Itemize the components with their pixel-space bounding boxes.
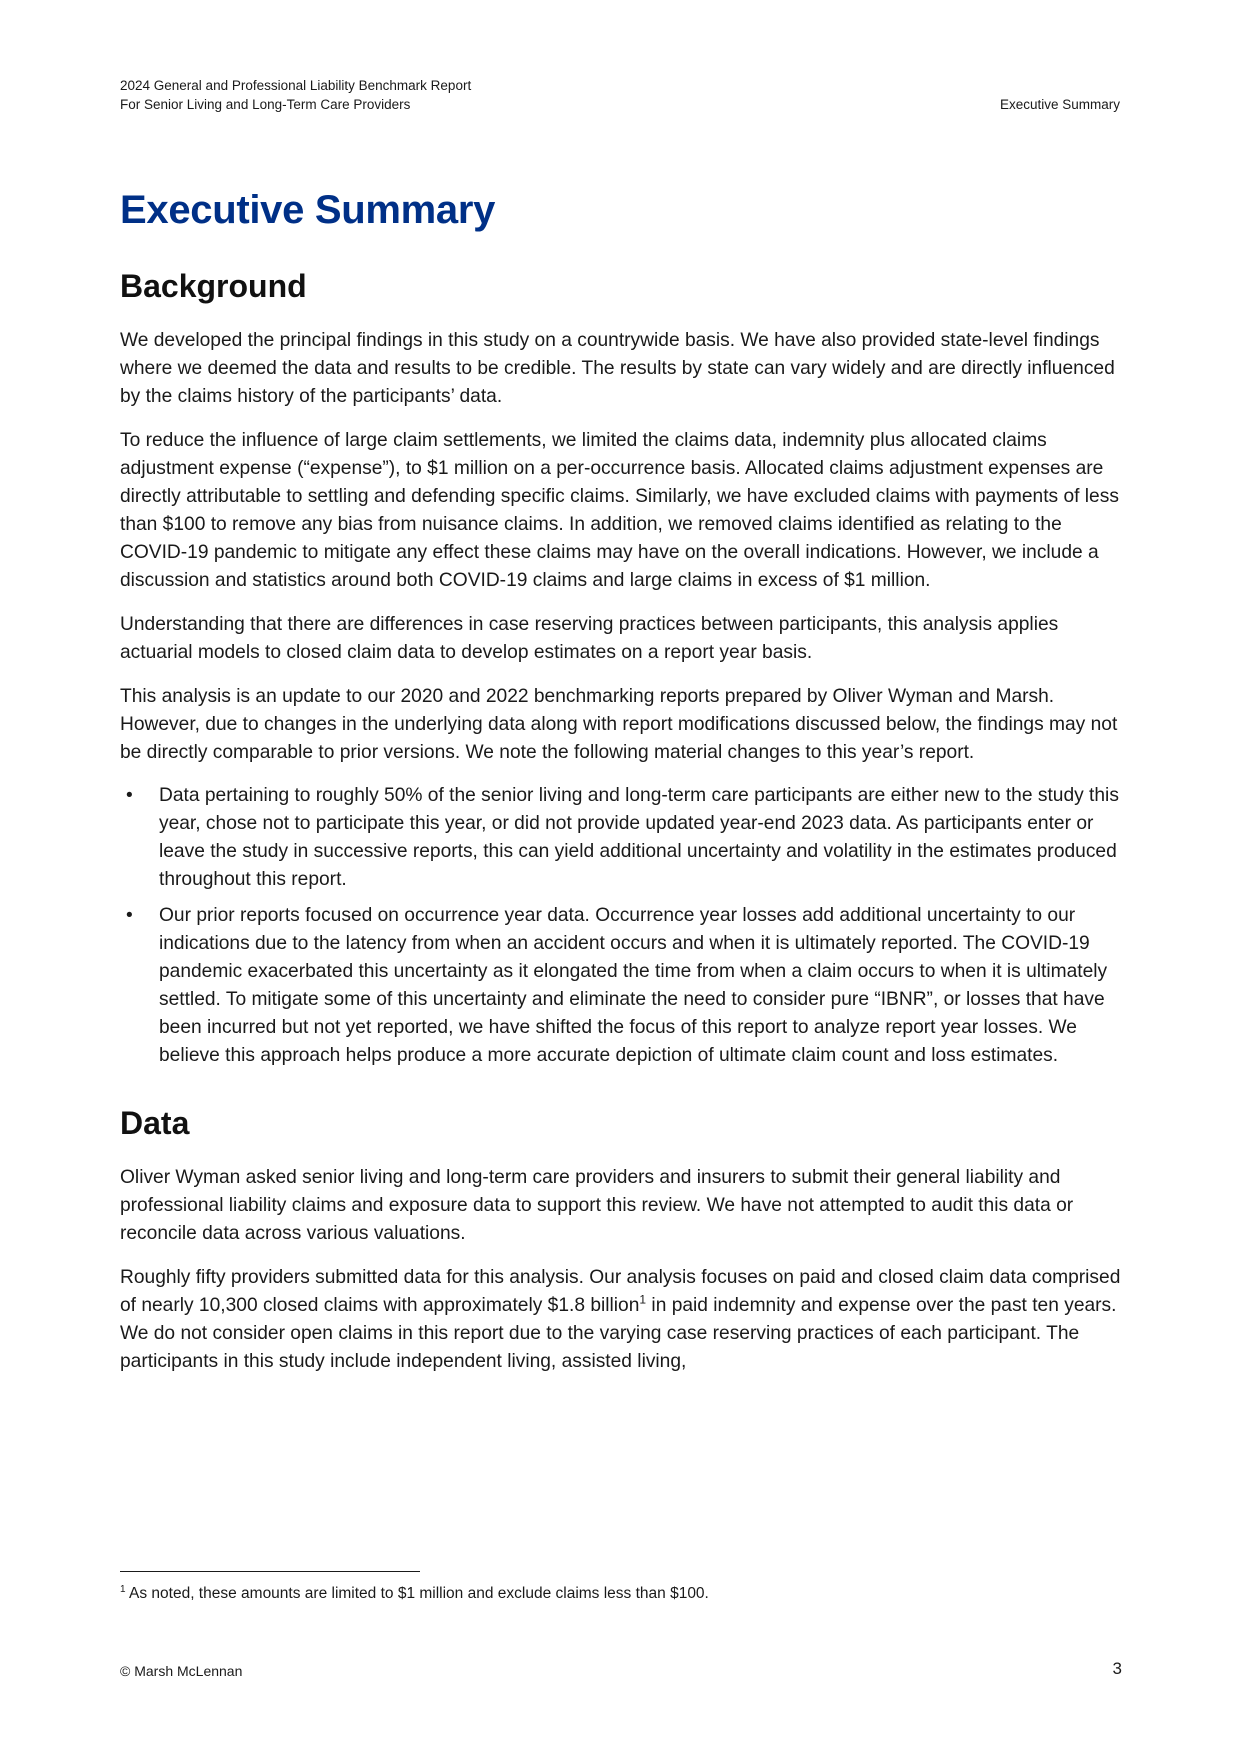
background-paragraph: To reduce the influence of large claim settlements, we limited the claims data, indemnity plus allocated claims adjustment expense (“expense”), to $1 million on a per-occurrence basis. Allocated claims adjustment expenses are directly attributable to settling and defending specific claims. Similarly, we have excluded claims with payments of less than $100 to remove any bias from nuisance claims. In addition, we removed claims identified as relating to the COVID-19 pandemic to mitigate any effect these claims may have on the overall indications. However, we include a discussion and statistics around both COVID-19 claims and large claims in excess of $1 million. [120,430,1119,591]
bullet-icon: • [126,785,133,806]
footnote-marker: 1 [120,1583,126,1595]
copyright-text: © Marsh McLennan [120,1663,243,1679]
background-paragraph: We developed the principal findings in this study on a countrywide basis. We have also provided state-level findings where we deemed the data and results to be credible. The results by state can vary widely and are directly influenced by the claims history of the participants’ data. [120,330,1115,407]
data-paragraph: Oliver Wyman asked senior living and long-term care providers and insurers to submit their general liability and professional liability claims and exposure data to support this review. We have not attempted to audit this data or reconcile data across various valuations. [120,1167,1074,1244]
background-paragraph: This analysis is an update to our 2020 and 2022 benchmarking reports prepared by Oliver Wyman and Marsh. However, due to changes in the underlying data along with report modifications discussed below, the findings may not be directly comparable to prior versions. We note the following material changes to this year’s report. [120,686,1118,763]
header-report-info [120,76,471,114]
background-paragraph: Understanding that there are differences in case reserving practices between participants, this analysis applies actuarial models to closed claim data to develop estimates on a report year basis. [120,614,1059,663]
footnote [120,1584,1120,1604]
list-item [120,902,1122,1070]
page-footer [120,1661,1122,1683]
page-title: Executive Summary [120,188,496,232]
bullet-icon: • [126,905,133,926]
data-paragraph-text: Roughly fifty providers submitted data for this analysis. Our analysis focuses on paid and closed claim data comprised of nearly 10,300 closed claims with approximately $1.8 billion [120,1267,1121,1316]
list-item-text: Our prior reports focused on occurrence year data. Occurrence year losses add additional uncertainty to our indications due to the latency from when an accident occurs and when it is ultimately reported. The COVID-19 pandemic exacerbated this uncertainty as it elongated the time from when a claim occurs to when it is ultimately settled. To mitigate some of this uncertainty and eliminate the need to consider pure “IBNR”, or losses that have been incurred but not yet reported, we have shifted the focus of this report to analyze report year losses. We believe this approach helps produce a more accurate depiction of ultimate claim count and loss estimates. [159,905,1108,1066]
header-section-name: Executive Summary [999,97,1120,112]
data-paragraph [120,1264,1122,1376]
footnote-divider [120,1571,420,1572]
material-changes-list [120,782,1122,1070]
data-paragraph-text: in paid indemnity and expense over the past ten years. We do not consider open claims in this report due to the varying case reserving practices of each participant. The participants in this study include independent living, assisted living, [120,1295,1117,1372]
page-header [120,76,1120,116]
page-number: 3 [1112,1659,1122,1678]
header-report-subtitle: For Senior Living and Long-Term Care Providers [120,97,411,112]
footnote-reference[interactable]: 1 [639,1292,647,1307]
header-report-title: 2024 General and Professional Liability Benchmark Report [120,78,472,93]
list-item [120,782,1122,894]
main-content [120,184,1122,1376]
footnote-text: As noted, these amounts are limited to $1 million and exclude claims less than $100. [125,1585,709,1602]
background-heading: Background [120,268,307,304]
list-item-text: Data pertaining to roughly 50% of the senior living and long-term care participants are either new to the study this year, chose not to participate this year, or did not provide updated year-end 2023 data. As participants enter or leave the study in successive reports, this can yield additional uncertainty and volatility in the estimates produced throughout this report. [159,785,1119,890]
data-heading: Data [120,1105,190,1141]
